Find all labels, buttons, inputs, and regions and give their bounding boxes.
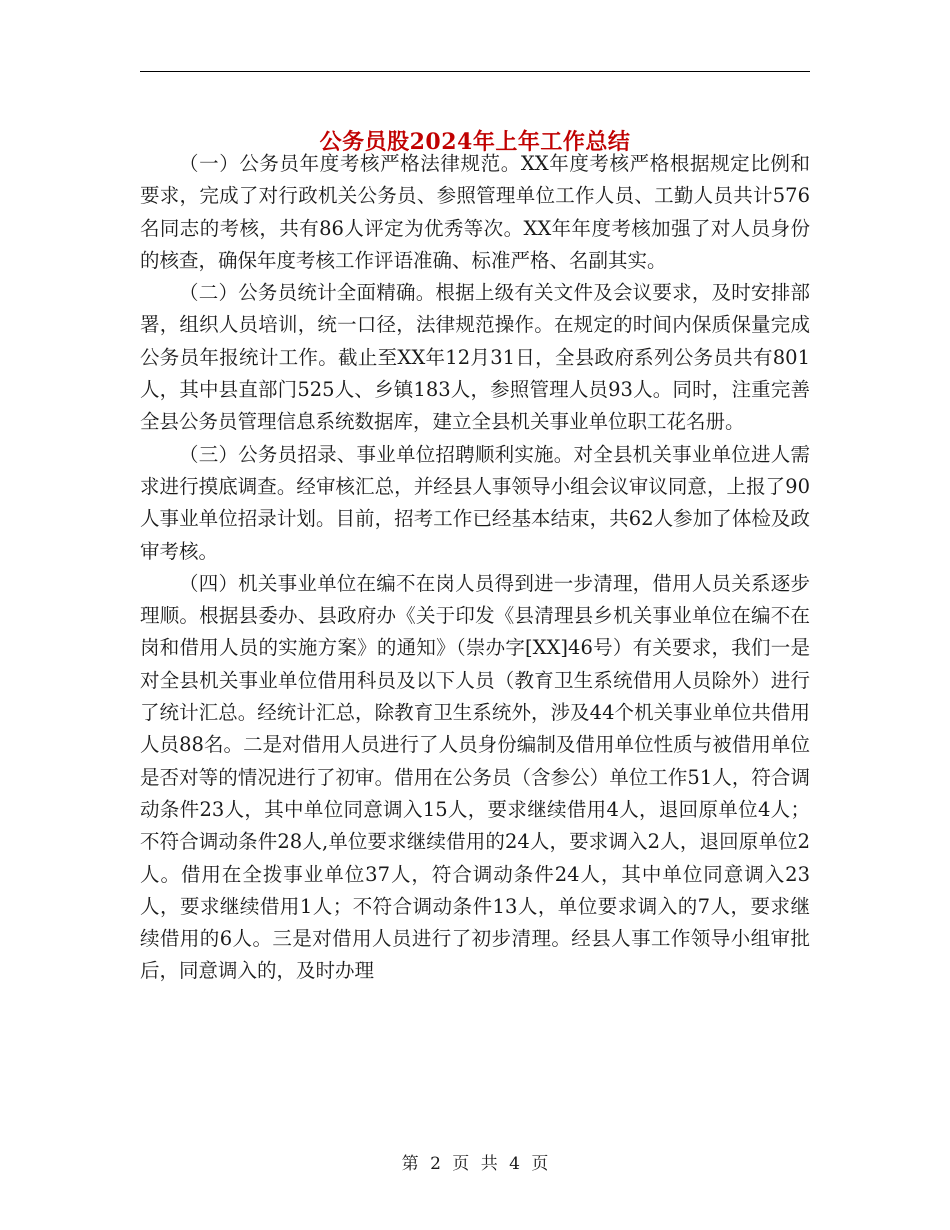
paragraph-4: （四）机关事业单位在编不在岗人员得到进一步清理，借用人员关系逐步理顺。根据县委办、县政府办《关于印发《县清理县乡机关事业单位在编不在岗和借用人员的实施方案》的通知》（崇办字[XX]46号）有关要求，我们一是对全县机关事业单位借用科员及以下人员（教育卫生系统借用人员除外）进行了统计汇总。经统计汇总，除教育卫生系统外，涉及44个机关事业单位共借用人员88名。二是对借用人员进行了人员身份编制及借用单位性质与被借用单位是否对等的情况进行了初审。借用在公务员（含参公）单位工作51人，符合调动条件23人，其中单位同意调入15人，要求继续借用4人，退回原单位4人；不符合调动条件28人,单位要求继续借用的24人，要求调入2人，退回原单位2人。借用在全拨事业单位37人，符合调动条件24人，其中单位同意调入23人，要求继续借用1人；不符合调动条件13人，单位要求调入的7人，要求继续借用的6人。三是对借用人员进行了初步清理。经县人事工作领导小组审批后，同意调入的，及时办理	[140, 571, 810, 983]
page-unit: 页	[452, 1154, 470, 1174]
header-rule	[140, 71, 810, 72]
page-total-prefix: 共	[480, 1154, 498, 1174]
page-total-unit: 页	[531, 1154, 549, 1174]
page-footer	[0, 1152, 950, 1176]
paragraph-3: （三）公务员招录、事业单位招聘顺利实施。对全县机关事业单位进人需求进行摸底调查。经审核汇总，并经县人事领导小组会议审议同意，上报了90人事业单位招录计划。目前，招考工作已经基本结束，共62人参加了体检及政审考核。	[140, 442, 810, 563]
page-current: 2	[430, 1154, 441, 1174]
document-title: 公务员股2024年上年工作总结	[319, 128, 631, 155]
page-total: 4	[509, 1154, 520, 1174]
paragraph-2: （二）公务员统计全面精确。根据上级有关文件及会议要求，及时安排部署，组织人员培训，统一口径，法律规范操作。在规定的时间内保质保量完成公务员年报统计工作。截止至XX年12月31日，全县政府系列公务员共有801人，其中县直部门525人、乡镇183人，参照管理人员93人。同时，注重完善全县公务员管理信息系统数据库，建立全县机关事业单位职工花名册。	[140, 281, 810, 434]
paragraph-1: （一）公务员年度考核严格法律规范。XX年度考核严格根据规定比例和要求，完成了对行政机关公务员、参照管理单位工作人员、工勤人员共计576名同志的考核，共有86人评定为优秀等次。XX年年度考核加强了对人员身份的核查，确保年度考核工作评语准确、标准严格、名副其实。	[140, 152, 810, 272]
document-body	[140, 148, 810, 988]
page-prefix: 第	[401, 1154, 419, 1174]
